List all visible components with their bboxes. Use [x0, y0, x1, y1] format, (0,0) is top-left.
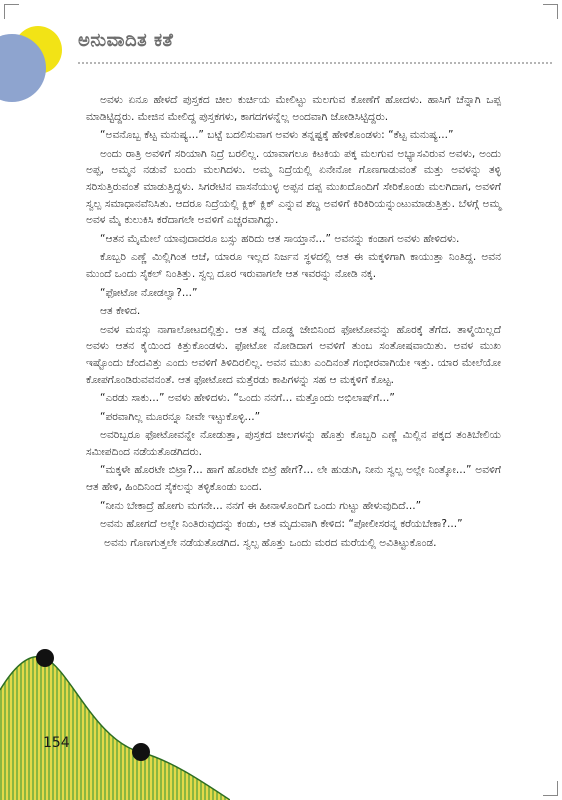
- section-title: ಅನುವಾದಿತ ಕತೆ: [78, 30, 174, 51]
- header-divider: [78, 62, 552, 64]
- paragraph: “ಅವನೊಬ್ಬ ಕೆಟ್ಟ ಮನುಷ್ಯ...” ಬಟ್ಟೆ ಬದಲಿಸುವಾಗ ಅವಳು ತನ್ನಷ್ಟಕ್ಕೆ ಹೇಳಿಕೊಂಡಳು: “ಕೆಟ್ಟ ಮನುಷ್ಯ...”: [100, 129, 454, 142]
- paragraph: “ಮಕ್ಕಳೇ ಹೊರಟೇ ಬಿಟ್ರಾ?... ಹಾಗೆ ಹೊರಟೇ ಬಿಟ್ರೆ ಹೇಗೆ?... ಲೇ ಹುಡುಗಿ, ನೀನು ಸ್ವಲ್ಪ ಅಲ್ಲೇ ನಿಂತ್ಕೋ...” ಅವಳಿಗೆ ಆತ ಹೇಳಿ, ಹಿಂದಿನಿಂದ ಸೈಕಲನ್ನು ತಳ್ಳಿಕೊಂಡು ಬಂದ.: [86, 464, 501, 494]
- paragraph: “ಫೋಟೋ ನೋಡಲ್ವಾ?...”: [100, 286, 198, 299]
- paragraph: ಅವನು ಹೋಗದೆ ಅಲ್ಲೇ ನಿಂತಿರುವುದನ್ನು ಕಂಡು, ಆತ ಮೃದುವಾಗಿ ಕೇಳಿದ: “ಪೋಲೀಸರನ್ನ ಕರೆಯಬೇಕಾ?...”: [100, 518, 463, 531]
- paragraph: ಅವರಿಬ್ಬರೂ ಫೋಟೋವನ್ನೇ ನೋಡುತ್ತಾ, ಪುಸ್ತಕದ ಚೀಲಗಳನ್ನು ಹೊತ್ತು ಕೊಬ್ಬರಿ ಎಣ್ಣೆ ಮಿಲ್ಲಿನ ಪಕ್ಕದ ತಂತಿಬೇಲಿಯ ಸಮೀಪದಿಂದ ನಡೆಯತೊಡಗಿದರು.: [86, 429, 501, 458]
- decorative-circles: [0, 22, 70, 112]
- paragraph: “ಪರವಾಗಿಲ್ಲ ಮೂರನ್ನೂ ನೀವೇ ಇಟ್ಟುಕೊಳ್ಳಿ...”: [100, 410, 261, 423]
- paragraph: ಕೊಬ್ಬರಿ ಎಣ್ಣೆ ಮಿಲ್ಲಿಗಿಂತ ಆಚೆ, ಯಾರೂ ಇಲ್ಲದ ನಿರ್ಜನ ಸ್ಥಳದಲ್ಲಿ ಆತ ಈ ಮಕ್ಕಳಿಗಾಗಿ ಕಾಯುತ್ತಾ ನಿಂತಿದ್ದ. ಅವನ ಮುಂದೆ ಒಂದು ಸೈಕಲ್ ನಿಂತಿತ್ತು. ಸ್ವಲ್ಪ ದೂರ ಇರುವಾಗಲೇ ಆತ ಇವರನ್ನು ನೋಡಿ ನಕ್ಕ.: [86, 251, 501, 280]
- crop-mark-top-right: [543, 4, 558, 19]
- paragraph: ಅವಳ ಮನಸ್ಸು ನಾಗಾಲೋಟದಲ್ಲಿತ್ತು. ಆತ ತನ್ನ ದೊಡ್ಡ ಜೇಬಿನಿಂದ ಫೋಟೋವನ್ನು ಹೊರಕ್ಕೆ ತೆಗೆದ. ತಾಳ್ಮೆಯಿಲ್ಲದೆ ಅವಳು ಆತನ ಕೈಯಿಂದ ಕಿತ್ತುಕೊಂಡಳು. ಫೋಟೋ ನೋಡಿದಾಗ ಅವಳಿಗೆ ತುಂಬ ಸಂತೋಷವಾಯಿತು. ಅವಳ ಮುಖ ಇಷ್ಟೊಂದು ಚೆಂದವಿತ್ತು ಎಂದು ಅವಳಿಗೆ ತಿಳಿದಿರಲಿಲ್ಲ. ಅವನ ಮುಖ ಎಂದಿನಂತೆ ಗಂಭೀರವಾಗಿಯೇ ಇತ್ತು. ಯಾರ ಮೇಲೆಯೋ ಕೋಪಗೊಂಡಿರುವವನಂತೆ. ಆತ ಫೋಟೋದ ಮತ್ತೆರಡು ಕಾಪಿಗಳನ್ನು ಸಹ ಆ ಮಕ್ಕಳಿಗೆ ಕೊಟ್ಟ.: [86, 323, 501, 386]
- decorative-hill: [0, 630, 230, 800]
- crop-mark-bottom-right: [543, 781, 558, 796]
- hill-dot-lower: [132, 743, 150, 761]
- paragraph: ಅವನು ಗೊಣಗುತ್ತಲೇ ನಡೆಯತೊಡಗಿದ. ಸ್ವಲ್ಪ ಹೊತ್ತು ಒಂದು ಮರದ ಮರೆಯಲ್ಲಿ ಅವಿತಿಟ್ಟುಕೊಂಡ.: [104, 536, 437, 549]
- story-body: [86, 92, 501, 553]
- page-number: 154: [43, 735, 70, 751]
- paragraph: “ನೀನು ಬೇಕಾದ್ರೆ ಹೋಗು ಮಗನೇ... ನನಗೆ ಈ ಹೀನಾಳೊಂದಿಗೆ ಒಂದು ಗುಟ್ಟು ಹೇಳುವುದಿದೆ...”: [100, 499, 422, 512]
- paragraph: ಅಂದು ರಾತ್ರಿ ಅವಳಿಗೆ ಸರಿಯಾಗಿ ನಿದ್ರೆ ಬರಲಿಲ್ಲ. ಯಾವಾಗಲೂ ಕಿಟಕಿಯ ಪಕ್ಕ ಮಲಗುವ ಅಭ್ಯಾಸವಿರುವ ಅವಳು, ಅಂದು ಅಪ್ಪ, ಅಮ್ಮನ ನಡುವೆ ಬಂದು ಮಲಗಿದಳು. ಅಮ್ಮ ನಿದ್ರೆಯಲ್ಲಿ ಏನೇನೋ ಗೊಣಗಾಡುವಂತೆ ಮತ್ತು ಅವಳನ್ನು ತಳ್ಳಿ ಸರಿಸುತ್ತಿರುವಂತೆ ಮಾಡುತ್ತಿದ್ದಳು. ಸಿಗರೇಟಿನ ವಾಸನೆಯುಳ್ಳ ಅಪ್ಪನ ದಪ್ಪ ಮುಖದೊಂದಿಗೆ ಸೇರಿಕೊಂಡು ಮಲಗಿದಾಗ, ಅವಳಿಗೆ ಸ್ವಲ್ಪ ಸಮಾಧಾನವೆನಿಸಿತು. ಆದರೂ ನಿದ್ರೆಯಲ್ಲಿ ಕ್ಲಿಕ್ ಕ್ಲಿಕ್ ಎನ್ನುವ ಶಬ್ದ ಅವಳಿಗೆ ಕಿರಿಕಿರಿಯನ್ನುಂಟುಮಾಡುತ್ತಿತ್ತು. ಬೆಳಗ್ಗೆ ಅಮ್ಮ ಅವಳ ಮೈ ಕುಲುಕಿಸಿ ಕರೆದಾಗಲೇ ಅವಳಿಗೆ ಎಚ್ಚರವಾಗಿದ್ದು.: [86, 147, 501, 227]
- paragraph: ಅವಳು ಏನೂ ಹೇಳದೆ ಪುಸ್ತಕದ ಚೀಲ ಕುರ್ಚಿಯ ಮೇಲಿಟ್ಟು ಮಲಗುವ ಕೋಣೆಗೆ ಹೋದಳು. ಹಾಸಿಗೆ ಚೆನ್ನಾಗಿ ಒಪ್ಪ ಮಾಡಿಟ್ಟಿದ್ದರು. ಮೇಜಿನ ಮೇಲಿದ್ದ ಪುಸ್ತಕಗಳು, ಕಾಗದಗಳನ್ನೆಲ್ಲ ಅಂದವಾಗಿ ಜೋಡಿಸಿಟ್ಟಿದ್ದರು.: [86, 94, 501, 123]
- crop-mark-top-left: [4, 4, 19, 19]
- hill-dot-upper: [36, 649, 54, 667]
- paragraph: ಆತ ಕೇಳಿದ.: [100, 305, 141, 318]
- paragraph: “ಆತನ ಮೈಮೇಲೆ ಯಾವುದಾದರೂ ಬಸ್ಸು ಹರಿದು ಆತ ಸಾಯ್ತಾನೆ...” ಅವನನ್ನು ಕಂಡಾಗ ಅವಳು ಹೇಳಿದಳು.: [100, 232, 460, 245]
- paragraph: “ಎರಡು ಸಾಕು...” ಅವಳು ಹೇಳಿದಳು. “ಒಂದು ನನಗೆ... ಮತ್ತೊಂದು ಅಭಿಲಾಷ್‌ಗೆ...”: [100, 392, 395, 405]
